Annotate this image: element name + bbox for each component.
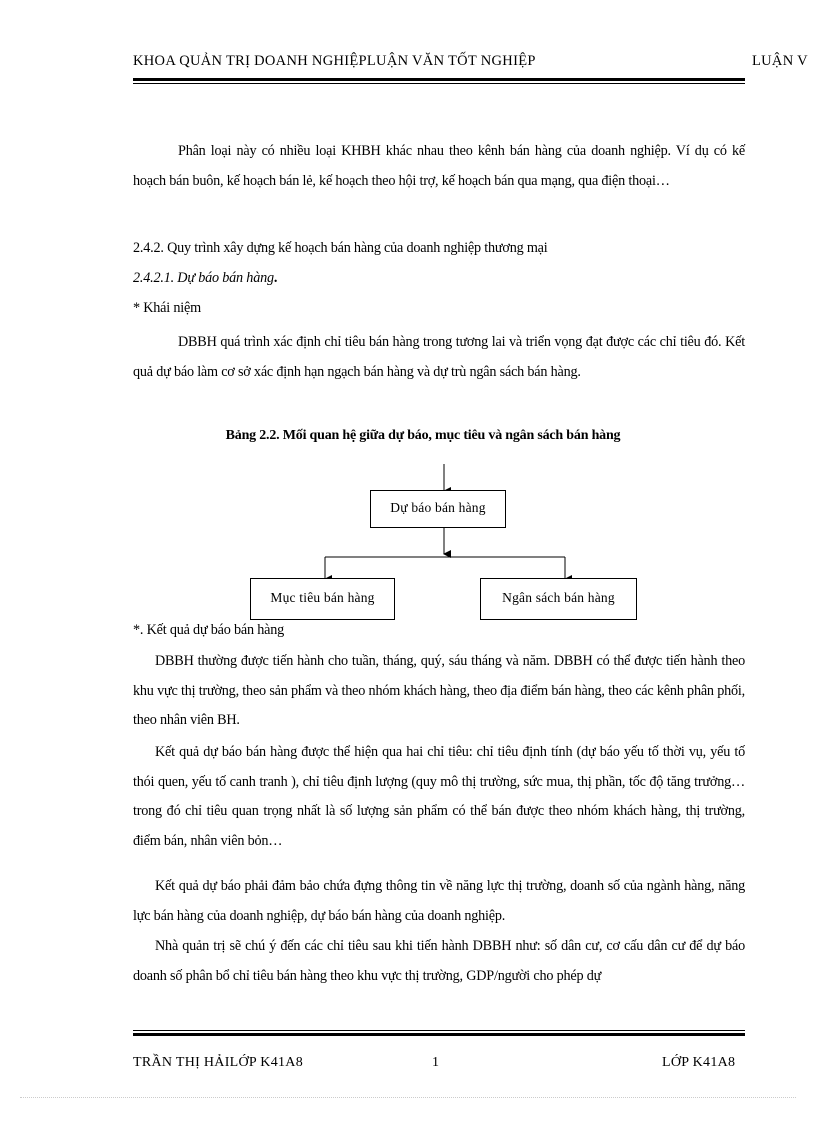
forecast-box-label: Dự báo bán hàng: [390, 500, 486, 515]
sales-budget-box: [480, 578, 637, 620]
table-caption: Bảng 2.2. Mối quan hệ giữa dự báo, mục tiêu và ngân sách bán hàng: [225, 428, 621, 443]
sales-objectives-box: [250, 578, 395, 620]
paragraph-forecast-scope: DBBH thường được tiến hành cho tuần, tháng, quý, sáu tháng và năm. DBBH có thể được tiến hành theo khu vực thị trường, theo sản phẩm và theo nhóm khách hàng, theo địa điểm bán hàng, theo các kênh phân phối, theo nhân viên BH.: [133, 653, 745, 728]
header-title: KHOA QUẢN TRỊ DOANH NGHIỆPLUẬN VĂN TỐT NGHIỆP: [133, 53, 536, 69]
page-number: 1: [432, 1055, 440, 1070]
subsection-heading-text: 2.4.2.1. Dự báo bán hàng: [133, 270, 274, 286]
paragraph-manager-indicators: Nhà quản trị sẽ chú ý đến các chỉ tiêu sau khi tiến hành DBBH như: số dân cư, cơ cấu dân cư để dự báo doanh số phân bổ chỉ tiêu bán hàng theo khu vực thị trường, GDP/người cho phép dự: [133, 938, 745, 984]
subsection-heading-dot: .: [273, 270, 278, 286]
paragraph-classification: Phân loại này có nhiều loại KHBH khác nhau theo kênh bán hàng của doanh nghiệp. Ví dụ có kế hoạch bán buôn, kế hoạch bán lẻ, kế hoạch theo hội trợ, kế hoạch bán qua mạng, qua điện thoại…: [133, 143, 745, 189]
footer-class: LỚP K41A8: [662, 1055, 736, 1070]
forecast-box: [370, 490, 506, 528]
sales-objectives-label: Mục tiêu bán hàng: [270, 590, 375, 605]
footer-rule-top: [133, 1030, 745, 1031]
footer-author: TRẦN THỊ HẢILỚP K41A8: [133, 1055, 304, 1070]
result-heading: *. Kết quả dự báo bán hàng: [133, 622, 285, 638]
paragraph-concept: DBBH quá trình xác định chỉ tiêu bán hàng trong tương lai và triển vọng đạt được các chỉ tiêu đó. Kết quả dự báo làm cơ sở xác định hạn ngạch bán hàng và dự trù ngân sách bán hàng.: [133, 334, 745, 380]
section-heading-2-4-2: 2.4.2. Quy trình xây dựng kế hoạch bán hàng của doanh nghiệp thương mại: [133, 240, 548, 256]
footer-rule-bottom: [133, 1033, 745, 1036]
page-edge: [20, 1097, 796, 1098]
paragraph-forecast-requirements: Kết quả dự báo phải đảm bảo chứa đựng thông tin về năng lực thị trường, doanh số của ngành hàng, năng lực bán hàng của doanh nghiệp, dự báo bán hàng của doanh nghiệp.: [133, 878, 745, 924]
sales-budget-label: Ngân sách bán hàng: [502, 590, 615, 605]
concept-label: * Khái niệm: [133, 300, 201, 316]
paragraph-forecast-indicators: Kết quả dự báo bán hàng được thể hiện qua hai chỉ tiêu: chỉ tiêu định tính (dự báo yếu tố thời vụ, yếu tố thói quen, yếu tố canh tranh ), chỉ tiêu định lượng (quy mô thị trường, sức mua, thị phần, tốc độ tăng trưởng…trong đó chỉ tiêu quan trọng nhất là số lượng sản phẩm có thể bán được theo nhóm khách hàng, thị trường, điểm bán, nhân viên bỏn…: [133, 744, 745, 849]
header-right-text: LUẬN V: [752, 53, 808, 69]
